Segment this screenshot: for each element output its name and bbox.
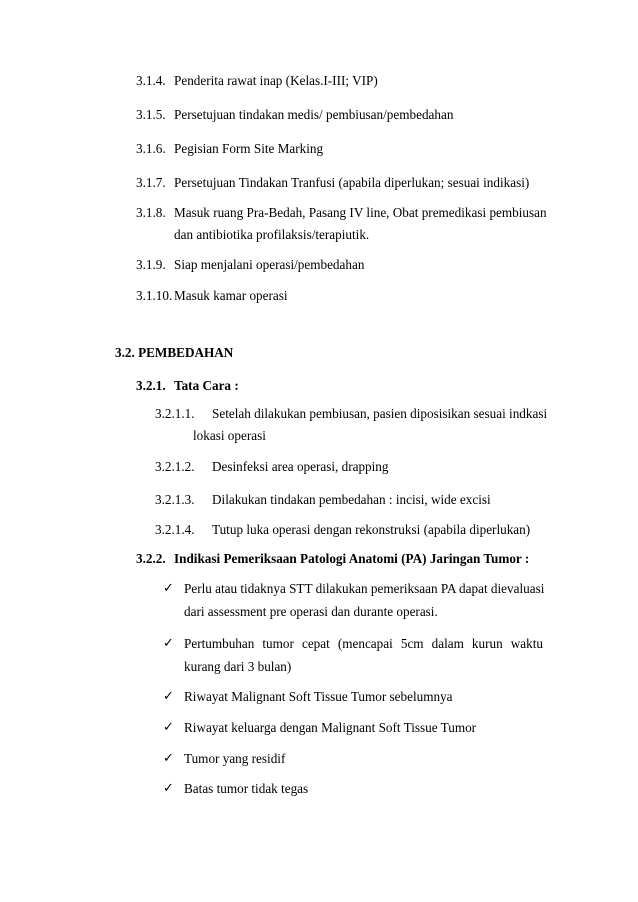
checklist-item-text-continued: kurang dari 3 bulan): [184, 659, 292, 674]
item-text: Penderita rawat inap (Kelas.I-III; VIP): [174, 73, 378, 88]
item-number: 3.1.6.: [136, 141, 166, 156]
checkmark-icon: ✓: [163, 581, 174, 596]
item-number: 3.1.4.: [136, 73, 166, 88]
checklist-item-text: Batas tumor tidak tegas: [184, 781, 309, 796]
item-number: 3.2.1.4.: [155, 522, 195, 537]
subsection-number: 3.2.2.: [136, 551, 166, 566]
item-number: 3.2.1.3.: [155, 492, 195, 507]
item-text-continued: lokasi operasi: [193, 428, 266, 443]
checklist-item-text-continued: dari assessment pre operasi dan durante operasi.: [184, 604, 438, 619]
section-heading: 3.2. PEMBEDAHAN: [115, 345, 234, 360]
checkmark-icon: ✓: [163, 720, 174, 735]
item-text-continued: dan antibiotika profilaksis/terapiutik.: [174, 227, 370, 242]
checklist-item-text: Riwayat keluarga dengan Malignant Soft Tissue Tumor: [184, 720, 477, 735]
checkmark-icon: ✓: [163, 781, 174, 796]
item-text: Desinfeksi area operasi, drapping: [212, 459, 389, 474]
checklist-item-text: Perlu atau tidaknya STT dilakukan pemeriksaan PA dapat dievaluasi: [184, 581, 545, 596]
checklist-item-text: Riwayat Malignant Soft Tissue Tumor sebelumnya: [184, 689, 453, 704]
item-number: 3.2.1.1.: [155, 406, 195, 421]
checkmark-icon: ✓: [163, 751, 174, 766]
item-text: Persetujuan tindakan medis/ pembiusan/pembedahan: [174, 107, 454, 122]
item-text: Siap menjalani operasi/pembedahan: [174, 257, 365, 272]
subsection-number: 3.2.1.: [136, 378, 166, 393]
item-text: Tutup luka operasi dengan rekonstruksi (apabila diperlukan): [212, 522, 531, 537]
item-text: Masuk kamar operasi: [174, 288, 288, 303]
subsection-title: Indikasi Pemeriksaan Patologi Anatomi (PA) Jaringan Tumor :: [174, 551, 530, 566]
item-number: 3.2.1.2.: [155, 459, 195, 474]
item-number: 3.1.5.: [136, 107, 166, 122]
item-text: Persetujuan Tindakan Tranfusi (apabila diperlukan; sesuai indikasi): [174, 175, 530, 190]
item-number: 3.1.9.: [136, 257, 166, 272]
item-number: 3.1.8.: [136, 205, 166, 220]
item-number: 3.1.10.: [136, 288, 173, 303]
item-number: 3.1.7.: [136, 175, 166, 190]
checklist-item-text: Tumor yang residif: [184, 751, 286, 766]
subsection-title: Tata Cara :: [174, 378, 239, 393]
item-text: Masuk ruang Pra-Bedah, Pasang IV line, Obat premedikasi pembiusan: [174, 205, 547, 220]
item-text: Setelah dilakukan pembiusan, pasien diposisikan sesuai indkasi: [212, 406, 548, 421]
item-text: Pegisian Form Site Marking: [174, 141, 324, 156]
checklist-item-text: Pertumbuhan tumor cepat (mencapai 5cm dalam kurun waktu: [184, 636, 543, 651]
checkmark-icon: ✓: [163, 636, 174, 651]
checkmark-icon: ✓: [163, 689, 174, 704]
item-text: Dilakukan tindakan pembedahan : incisi, wide excisi: [212, 492, 491, 507]
